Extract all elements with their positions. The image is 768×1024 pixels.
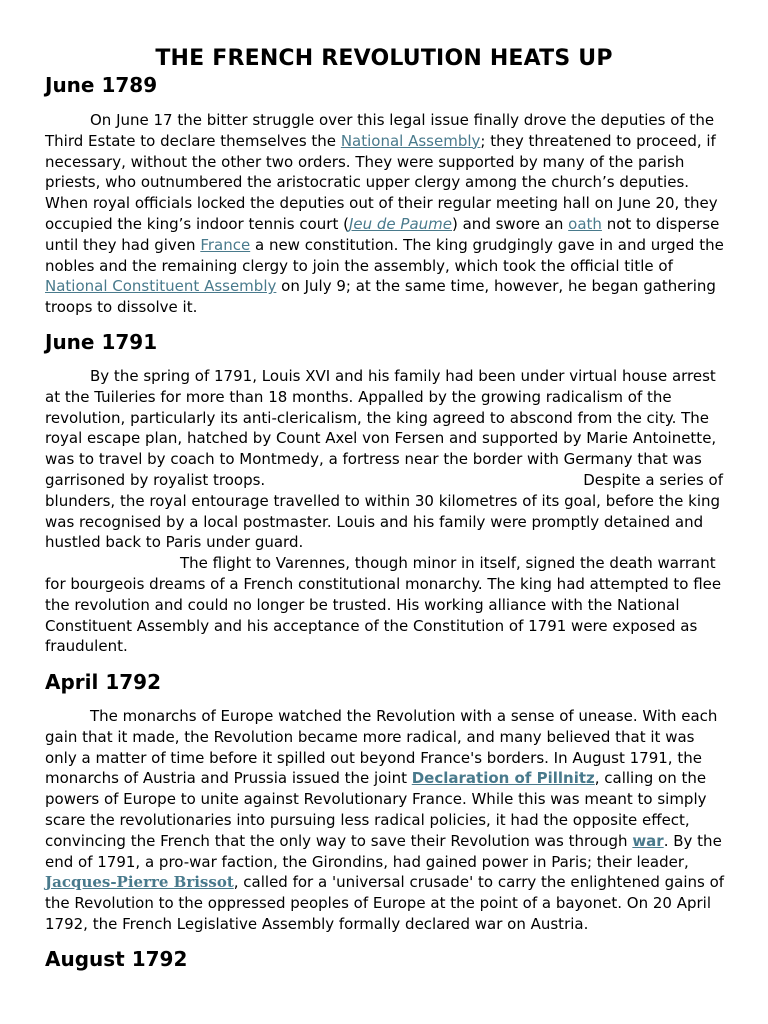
page-title: THE FRENCH REVOLUTION HEATS UP xyxy=(155,46,613,71)
text-run: On June 17 the bitter struggle over this legal issue finally drove the deputies of the Third Estate to declare themselves the xyxy=(45,111,715,150)
link-national-constituent-assembly[interactable]: National Constituent Assembly xyxy=(45,277,277,296)
section-heading-june-1789: June 1789 xyxy=(45,73,158,97)
text-run: The monarchs of Europe watched the Revolution with a sense of unease. With each gain that it made, the Revolution became more radical, and many believed that it was only a matter of time before it spilled out beyond France's borders. In August 1791, the monarchs of Austria and Prussia issued the joint xyxy=(45,707,718,788)
text-run: ; they threatened to proceed, if necessary, without the other two orders. They were supported by many of the parish priests, who outnumbered the aristocratic upper clergy among the church’s deputies. When royal officials locked the deputies out of their regular meeting hall on June 20, they occupied the king’s indoor tennis court ( xyxy=(45,131,718,233)
link-jacques-pierre-brissot[interactable]: Jacques-Pierre Brissot xyxy=(45,873,234,892)
link-national-assembly[interactable]: National Assembly xyxy=(340,131,481,150)
text-run: a new constitution. The king grudgingly gave in and urged the nobles and the remaining clergy to join the assembly, which took the official title of xyxy=(45,235,724,275)
link-jeu-de-paume[interactable] xyxy=(349,215,452,233)
paragraph-june-1791 xyxy=(45,366,725,657)
paragraph-june-1789 xyxy=(45,110,725,318)
text-run: Despite a series of blunders, the royal entourage travelled to within 30 kilometres of its goal, before the king was recognised by a local postmaster. Louis and his family were promptly detained and hustled back to Paris under guard. xyxy=(45,470,723,552)
text-run: , called for a 'universal crusade' to carry the enlightened gains of the Revolution to the oppressed peoples of Europe at the point of a bayonet. On 20 April 1792, the French Legislative Assembly formally declared war on Austria. xyxy=(45,873,725,933)
text-run: not to disperse until they had given xyxy=(45,214,720,254)
section-heading-april-1792: April 1792 xyxy=(45,670,161,694)
text-run: By the spring of 1791, Louis XVI and his family had been under virtual house arrest at the Tuileries for more than 18 months. Appalled by the growing radicalism of the revolution, particularly its anti-clericalism, the king agreed to abscond from the city. The royal escape plan, hatched by Count Axel von Fersen and supported by Marie Antoinette, was to travel by coach to Montmedy, a fortress near the border with Germany that was garrisoned by royalist troops. xyxy=(45,367,717,489)
text-run: ) and swore an xyxy=(452,214,569,233)
link-oath[interactable]: oath xyxy=(568,214,602,233)
text-run: , calling on the powers of Europe to unite against Revolutionary France. While this was meant to simply scare the revolutionaries into pursuing less radical policies, it had the opposite effect, convincing the French that the only way to save their Revolution was through xyxy=(45,769,707,850)
link-declaration-of-pillnitz[interactable]: Declaration of Pillnitz xyxy=(411,769,595,788)
link-jeu-de-paume-text: Jeu de Paume xyxy=(348,214,452,233)
link-france[interactable]: France xyxy=(200,235,251,254)
link-war[interactable]: war xyxy=(632,831,664,850)
text-run: . By the end of 1791, a pro-war faction, the Girondins, had gained power in Paris; their leader, xyxy=(45,831,722,871)
text-run: on July 9; at the same time, however, he began gathering troops to dissolve it. xyxy=(45,277,716,317)
paragraph-april-1792 xyxy=(45,706,725,935)
text-run: The flight to Varennes, though minor in itself, signed the death warrant for bourgeois dreams of a French constitutional monarchy. The king had attempted to flee the revolution and could no longer be trusted. His working alliance with the National Constituent Assembly and his acceptance of the Constitution of 1791 were exposed as fraudulent. xyxy=(45,554,722,656)
section-heading-august-1792: August 1792 xyxy=(45,947,188,971)
section-heading-june-1791: June 1791 xyxy=(45,330,158,354)
